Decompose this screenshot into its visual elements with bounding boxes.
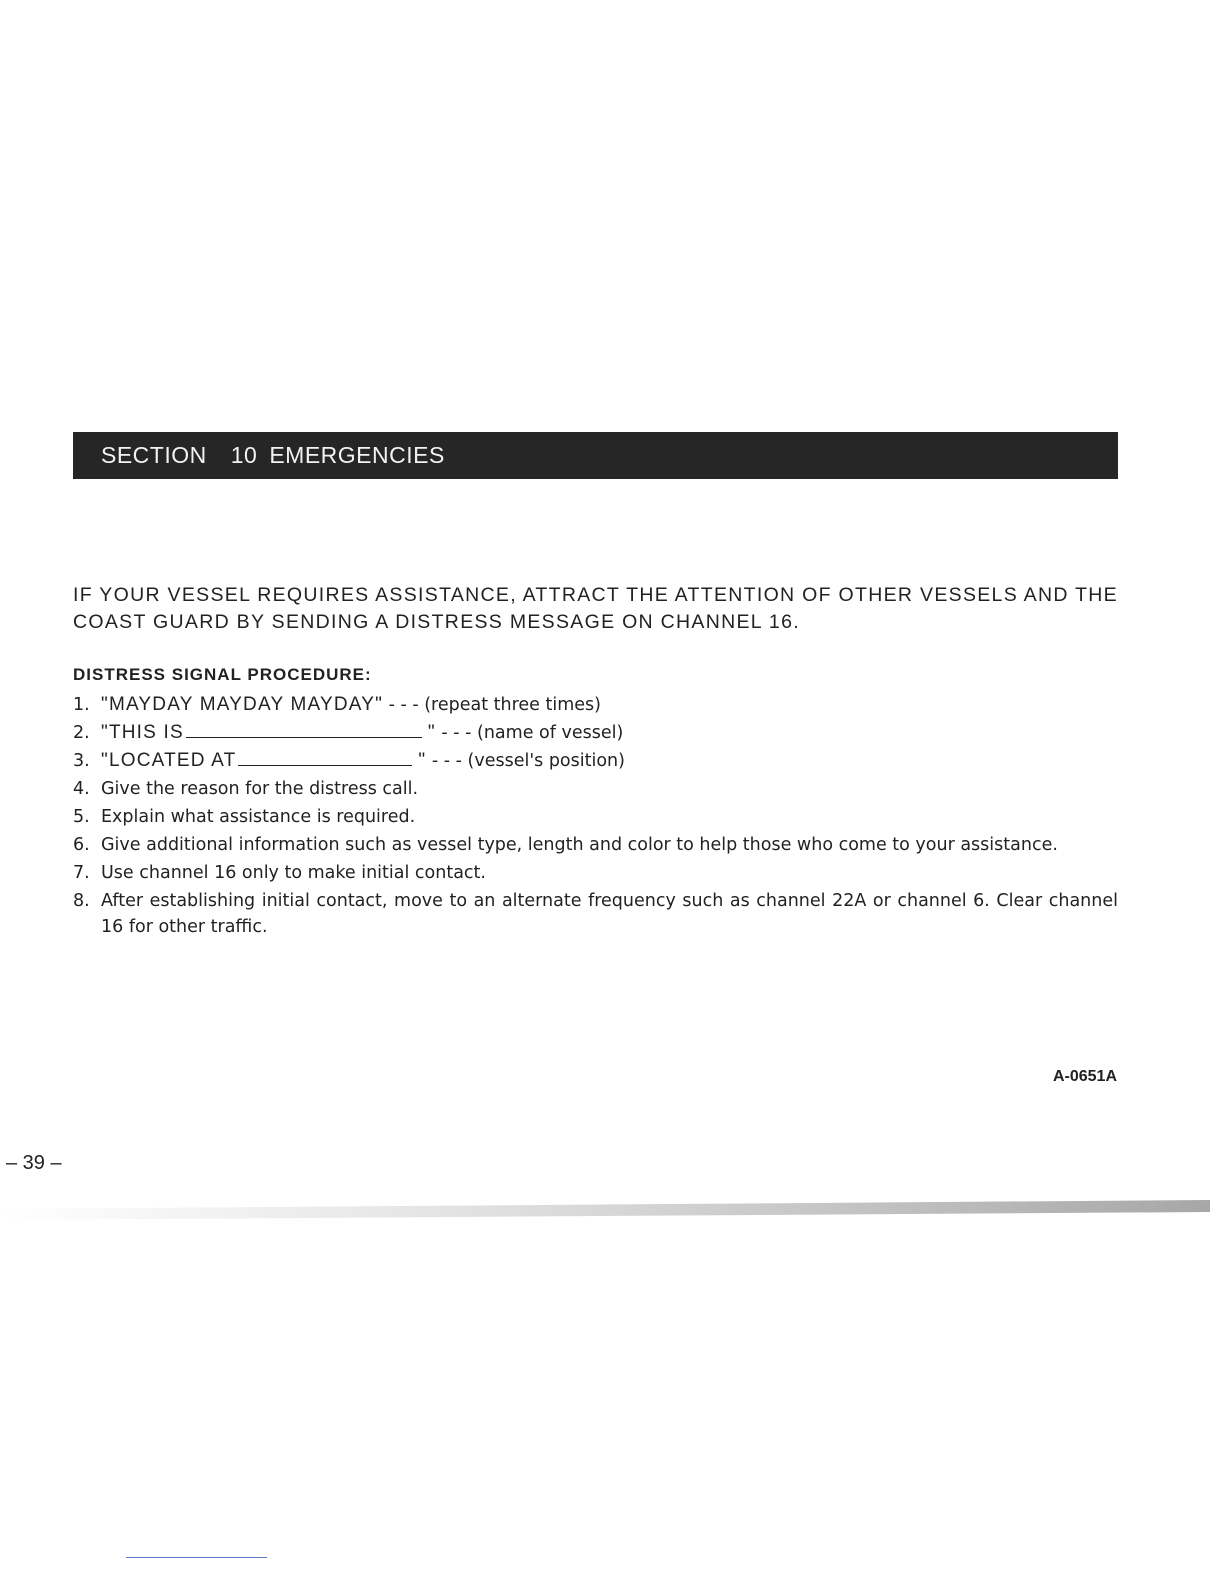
- list-item: [73, 860, 1118, 886]
- list-item: [73, 804, 1118, 830]
- step-text: Use channel 16 only to make initial contact.: [101, 863, 486, 883]
- call-phrase: "LOCATED AT: [101, 750, 237, 771]
- step-number: 6.: [73, 835, 90, 855]
- list-item: [73, 776, 1118, 802]
- section-header: [73, 432, 1118, 479]
- procedure-heading: DISTRESS SIGNAL PROCEDURE:: [73, 665, 372, 684]
- step-number: 3.: [73, 751, 90, 771]
- step-number: 1.: [73, 695, 90, 715]
- page-number: – 39 –: [6, 1152, 62, 1174]
- step-note: - - - (repeat three times): [383, 695, 601, 715]
- list-item: [73, 720, 1118, 746]
- reference-code: A-0651A: [1052, 1068, 1117, 1085]
- list-item: [73, 888, 1118, 940]
- scan-edge-rule: [0, 1200, 1210, 1220]
- step-text: Give the reason for the distress call.: [101, 779, 419, 799]
- section-title: EMERGENCIES: [269, 442, 445, 468]
- procedure-steps: [73, 692, 1118, 942]
- step-number: 2.: [73, 723, 90, 743]
- intro-paragraph: IF YOUR VESSEL REQUIRES ASSISTANCE, ATTRACT THE ATTENTION OF OTHER VESSELS AND THE COAST GUARD BY SENDING A DISTRESS MESSAGE ON CHANNEL 16.: [73, 584, 1118, 633]
- step-text: After establishing initial contact, move to an alternate frequency such as channel 22A or channel 6. Clear channel 16 for other traffic.: [101, 891, 1118, 937]
- footer-rule: [126, 1557, 267, 1558]
- step-text: Explain what assistance is required.: [101, 807, 416, 827]
- step-number: 5.: [73, 807, 90, 827]
- list-item: [73, 692, 1118, 718]
- step-number: 7.: [73, 863, 90, 883]
- step-number: 8.: [73, 891, 90, 911]
- closing-quote: ": [427, 722, 436, 743]
- list-item: [73, 748, 1118, 774]
- fill-in-blank: [238, 749, 412, 766]
- call-phrase: "MAYDAY MAYDAY MAYDAY": [101, 694, 384, 715]
- list-item: [73, 832, 1118, 858]
- step-number: 4.: [73, 779, 90, 799]
- step-note: - - - (name of vessel): [435, 723, 624, 743]
- step-text: Give additional information such as vessel type, length and color to help those who come to your assistance.: [101, 835, 1058, 855]
- step-note: - - - (vessel's position): [426, 751, 625, 771]
- section-label: SECTION: [101, 442, 207, 468]
- section-number: 10: [230, 442, 258, 468]
- call-phrase: "THIS IS: [101, 722, 184, 743]
- fill-in-blank: [186, 721, 422, 738]
- closing-quote: ": [418, 750, 427, 771]
